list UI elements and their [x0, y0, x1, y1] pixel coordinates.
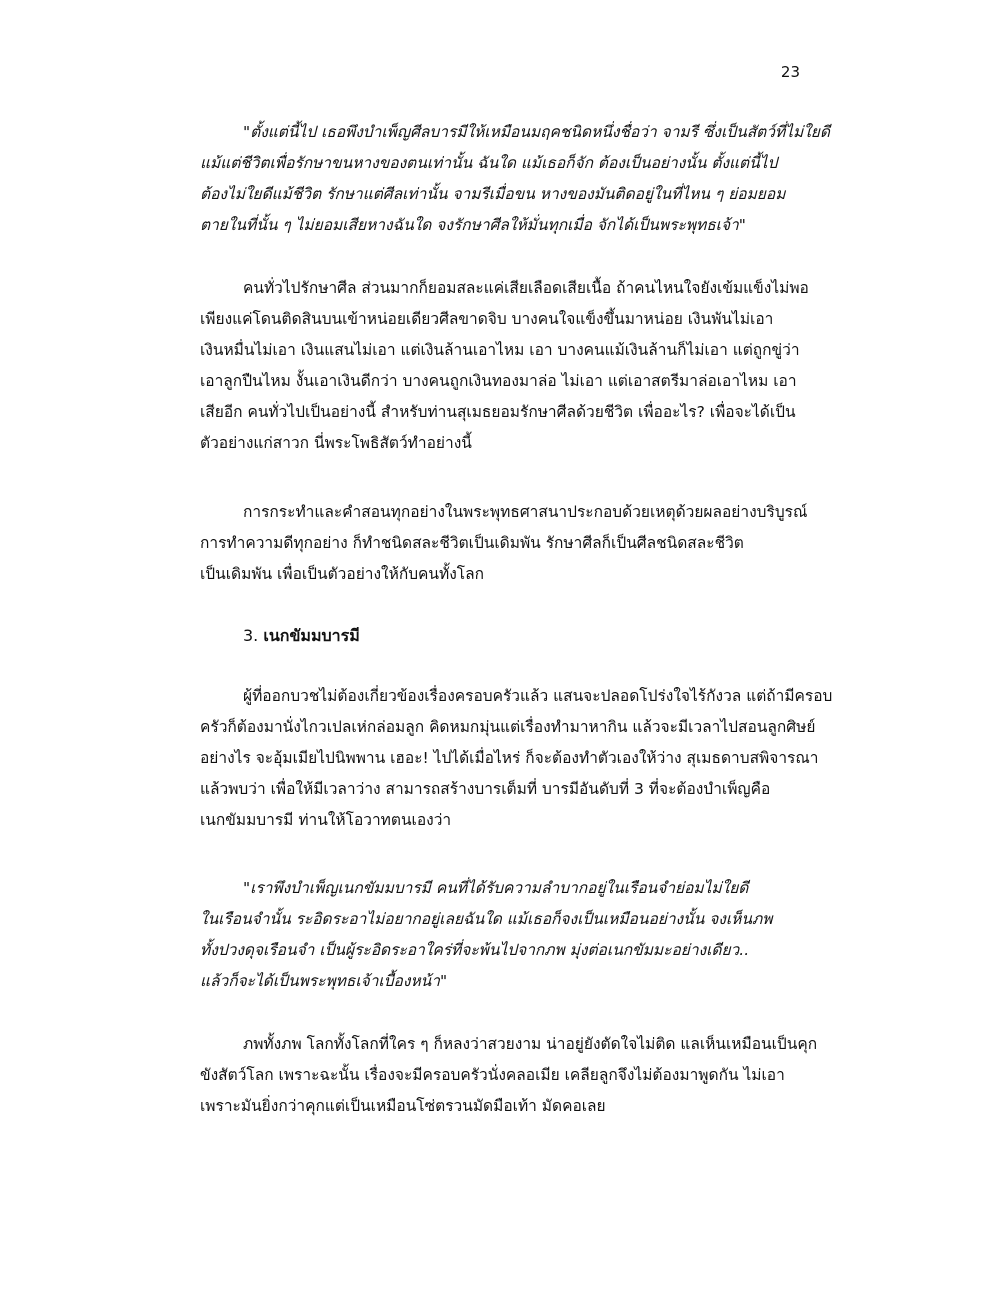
paragraph-line: เนกขัมมบารมี ท่านให้โอวาทตนเองว่า	[200, 811, 452, 829]
paragraph-line: การกระทำและคำสอนทุกอย่างในพระพุทธศาสนาประกอบด้วยเหตุด้วยผลอย่างบริบูรณ์	[243, 503, 808, 521]
paragraph-line: เพียงแค่โดนติดสินบนเข้าหน่อยเดียวศีลขาดจิบ บางคนใจแข็งขึ้นมาหน่อย เงินพันไม่เอา	[200, 310, 774, 328]
paragraph-line: เอาลูกปืนไหม งั้นเอาเงินดีกว่า บางคนถูกเงินทองมาล่อ ไม่เอา แต่เอาสตรีมาล่อเอาไหม เอา	[200, 372, 797, 390]
paragraph-line: ตัวอย่างแก่สาวก นี่พระโพธิสัตว์ทำอย่างนี้	[200, 434, 472, 452]
paragraph-line: การทำความดีทุกอย่าง ก็ทำชนิดสละชีวิตเป็นเดิมพัน รักษาศีลก็เป็นศีลชนิดสละชีวิต	[200, 534, 744, 552]
page-number: 23	[780, 63, 800, 81]
quote-line: "ตั้งแต่นี้ไป เธอพึงบำเพ็ญศีลบารมีให้เหมือนมฤคชนิดหนึ่งชื่อว่า จามรี ซึ่งเป็นสัตว์ที่ไม่ใยดี	[243, 123, 830, 141]
quote-line: ในเรือนจำนั้น ระอิดระอาไม่อยากอยู่เลยฉันใด แม้เธอก็จงเป็นเหมือนอย่างนั้น จงเห็นภพ	[200, 910, 773, 928]
section-title: เนกขัมมบารมี	[263, 626, 360, 645]
paragraph-line: อย่างไร จะอุ้มเมียไปนิพพาน เฮอะ! ไปได้เมื่อไหร่ ก็จะต้องทำตัวเองให้ว่าง สุเมธดาบสพิจารณา	[200, 749, 819, 767]
paragraph-line: ครัวก็ต้องมานั่งไกวเปลเห่กล่อมลูก คิดหมกมุ่นแต่เรื่องทำมาหากิน แล้วจะมีเวลาไปสอนลูกศิษย์	[200, 718, 816, 736]
quote-line: แล้วก็จะได้เป็นพระพุทธเจ้าเบื้องหน้า"	[200, 972, 448, 990]
paragraph-line: เสียอีก คนทั่วไปเป็นอย่างนี้ สำหรับท่านสุเมธยอมรักษาศีลด้วยชีวิต เพื่ออะไร? เพื่อจะได้เป็น	[200, 403, 796, 421]
paragraph-line: เงินหมื่นไม่เอา เงินแสนไม่เอา แต่เงินล้านเอาไหม เอา บางคนแม้เงินล้านก็ไม่เอา แต่ถูกขู่ว่า	[200, 341, 800, 359]
paragraph-line: แล้วพบว่า เพื่อให้มีเวลาว่าง สามารถสร้างบารเต็มที่ บารมีอันดับที่ 3 ที่จะต้องบำเพ็ญคือ	[200, 780, 771, 798]
paragraph-line: ขังสัตว์โลก เพราะฉะนั้น เรื่องจะมีครอบครัวนั่งคลอเมีย เคลียลูกจึงไม่ต้องมาพูดกัน ไม่เอา	[200, 1066, 785, 1084]
paragraph-line: ภพทั้งภพ โลกทั้งโลกที่ใคร ๆ ก็หลงว่าสวยงาม น่าอยู่ยังตัดใจไม่ติด แลเห็นเหมือนเป็นคุก	[243, 1035, 818, 1053]
paragraph-line: เป็นเดิมพัน เพื่อเป็นตัวอย่างให้กับคนทั้งโลก	[200, 565, 485, 583]
section-heading	[243, 621, 643, 651]
paragraph-line: เพราะมันยิ่งกว่าคุกแต่เป็นเหมือนโซ่ตรวนมัดมือเท้า มัดคอเลย	[200, 1097, 606, 1115]
quote-line: "เราพึงบำเพ็ญเนกขัมมบารมี คนที่ได้รับความลำบากอยู่ในเรือนจำย่อมไม่ใยดี	[243, 879, 749, 897]
paragraph-line: ผู้ที่ออกบวชไม่ต้องเกี่ยวข้องเรื่องครอบครัวแล้ว แสนจะปลอดโปร่งใจไร้กังวล แต่ถ้ามีครอบ	[243, 687, 833, 705]
paragraph-line: คนทั่วไปรักษาศีล ส่วนมากก็ยอมสละแค่เสียเลือดเสียเนื้อ ถ้าคนไหนใจยังเข้มแข็งไม่พอ	[243, 279, 809, 297]
quote-line: ตายในที่นั้น ๆ ไม่ยอมเสียหางฉันใด จงรักษาศีลให้มั่นทุกเมื่อ จักได้เป็นพระพุทธเจ้า"	[200, 216, 746, 234]
section-number: 3.	[243, 626, 259, 645]
quote-line: แม้แต่ชีวิตเพื่อรักษาขนหางของตนเท่านั้น ฉันใด แม้เธอก็จัก ต้องเป็นอย่างนั้น ตั้งแต่นี้ไป	[200, 154, 778, 172]
quote-line: ทั้งปวงดุจเรือนจำ เป็นผู้ระอิดระอาใคร่ที่จะพ้นไปจากภพ มุ่งต่อเนกขัมมะอย่างเดียว..	[200, 941, 750, 959]
quote-line: ต้องไม่ใยดีแม้ชีวิต รักษาแต่ศีลเท่านั้น จามรีเมื่อขน หางของมันติดอยู่ในที่ไหน ๆ ย่อมยอม	[200, 185, 786, 203]
